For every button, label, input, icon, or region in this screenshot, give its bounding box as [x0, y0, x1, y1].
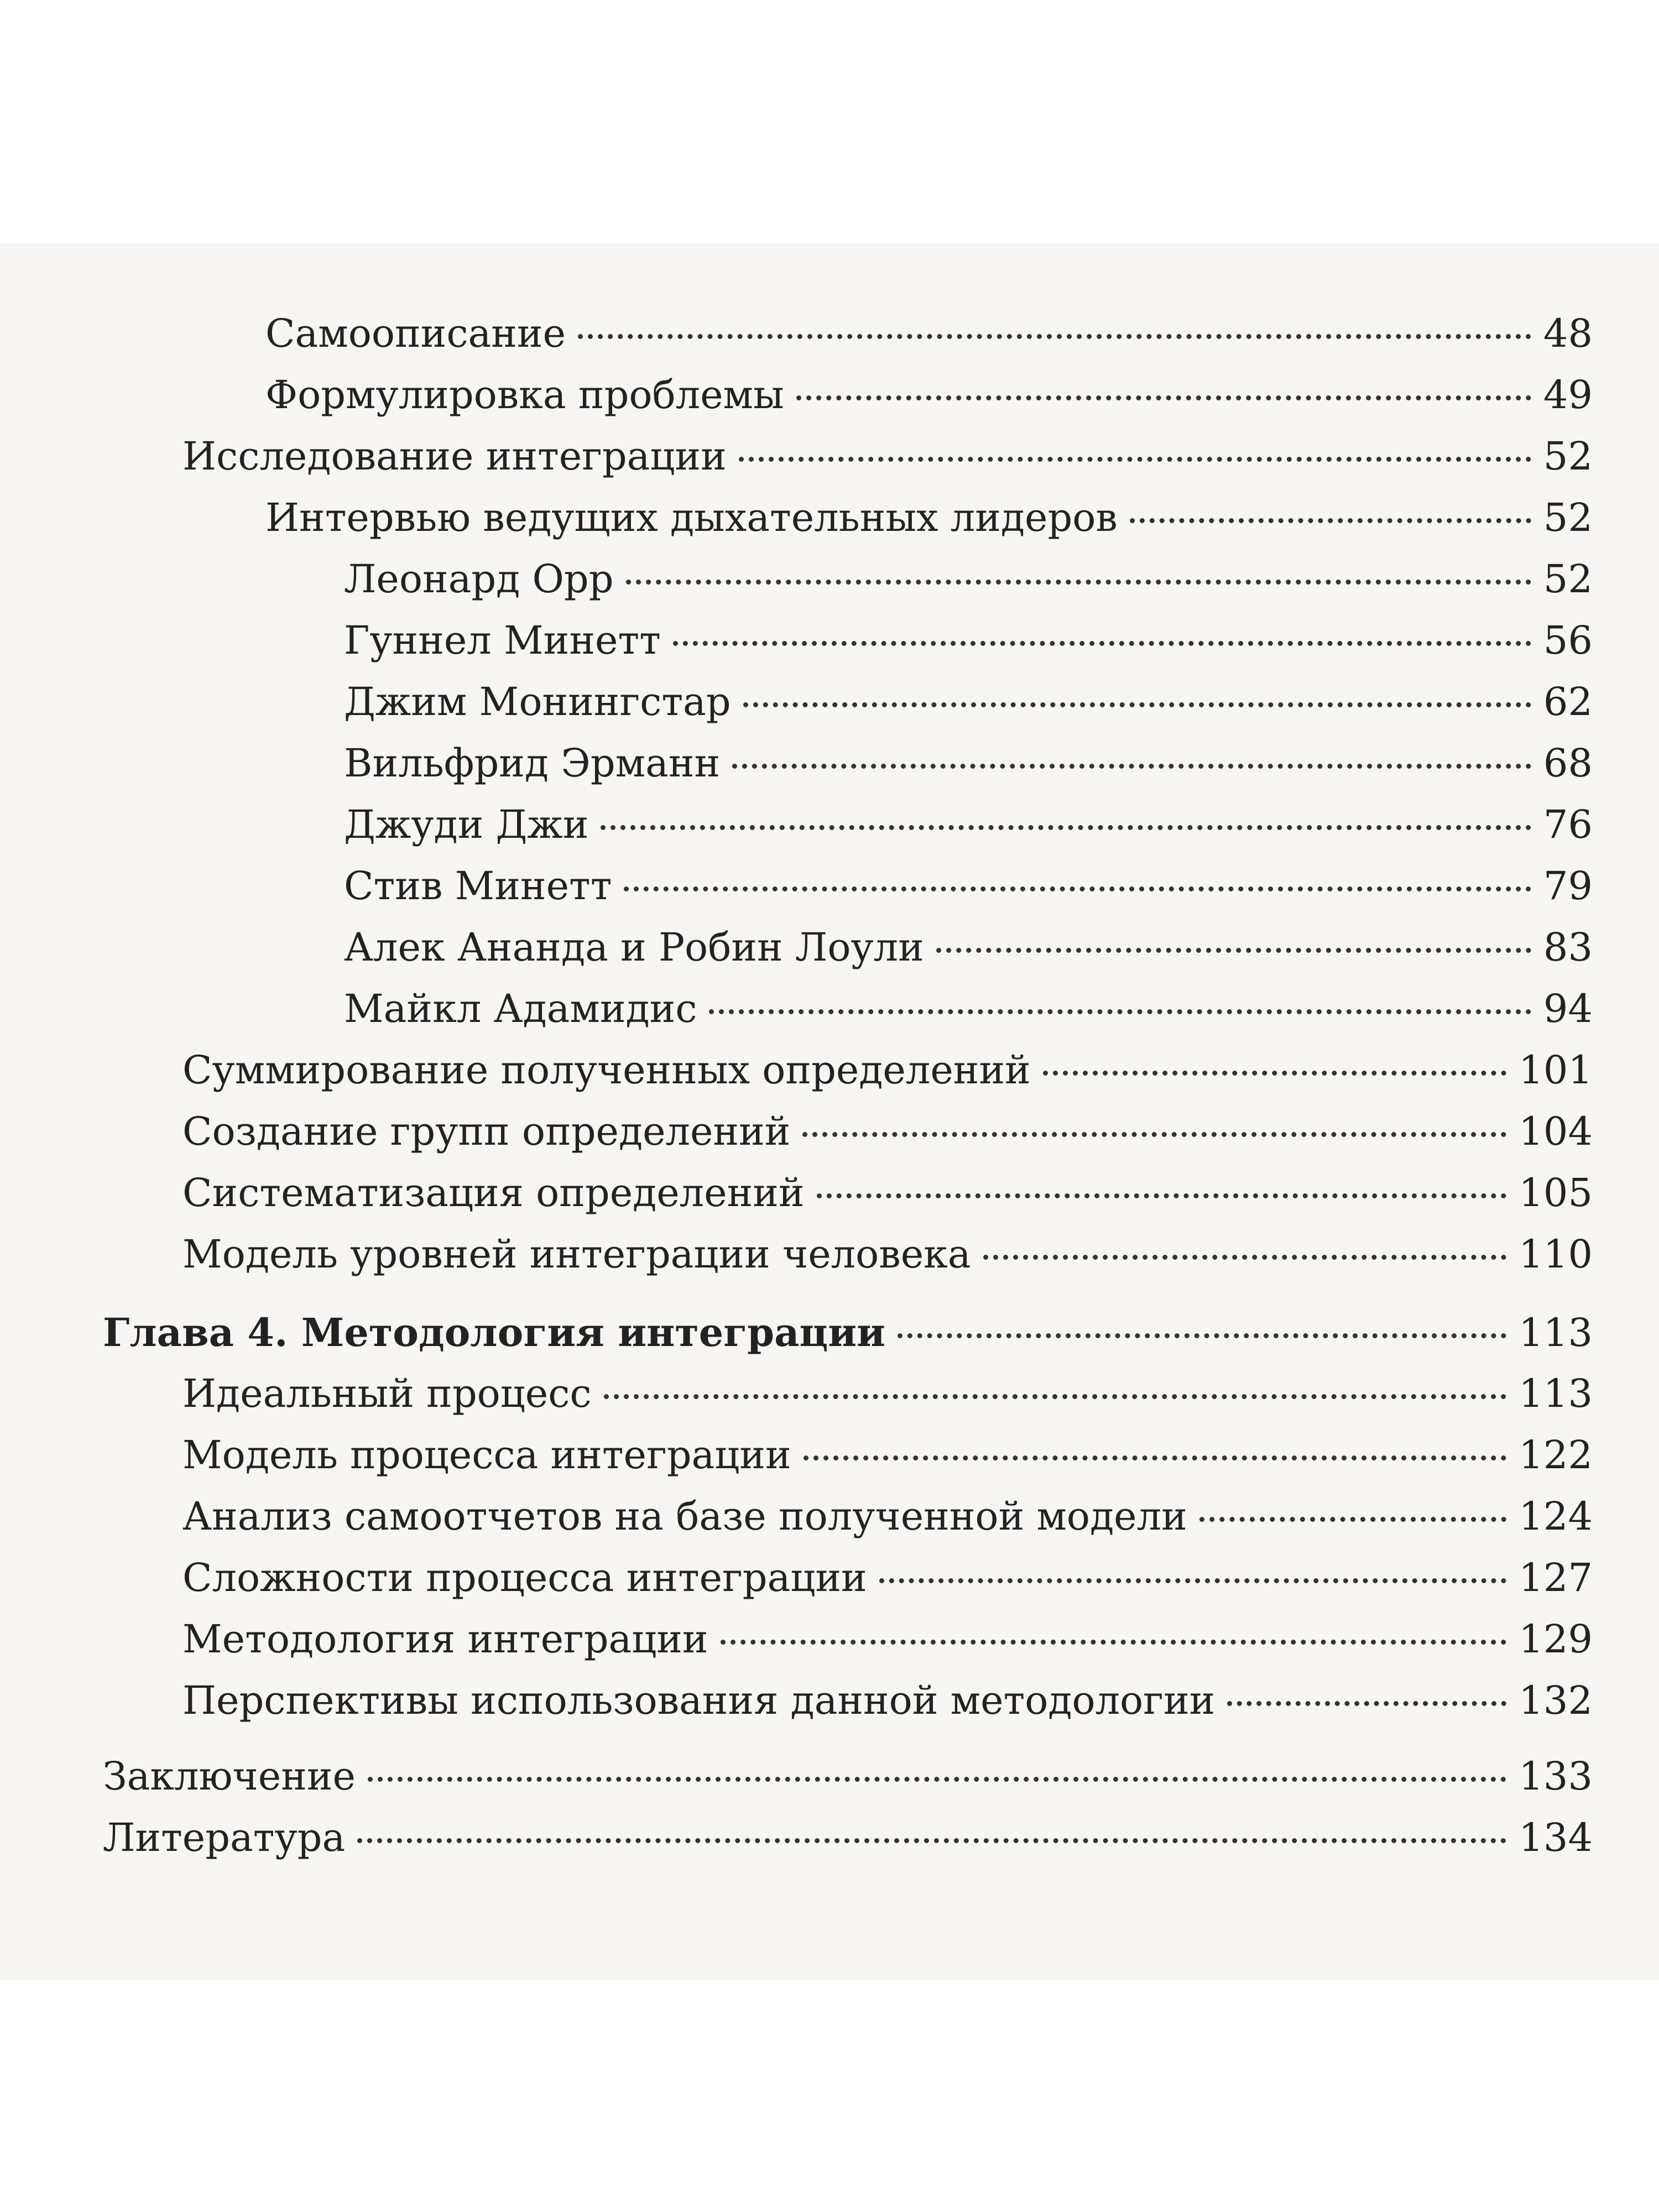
toc-entry-page-number: 113	[1519, 1371, 1593, 1416]
dot-leader	[879, 1578, 1507, 1583]
toc-entry-page-number: 68	[1543, 740, 1593, 786]
toc-entry	[0, 549, 1659, 610]
toc-entry-page-number: 101	[1519, 1047, 1593, 1093]
toc-entry-title: Интервью ведущих дыхательных лидеров	[265, 495, 1118, 540]
dot-leader	[1227, 1701, 1506, 1706]
dot-leader	[357, 1838, 1506, 1843]
dot-leader	[796, 395, 1531, 400]
dot-leader	[983, 1255, 1507, 1260]
toc-entry-page-number: 48	[1543, 311, 1593, 356]
dot-leader	[601, 825, 1531, 830]
dot-leader	[732, 764, 1531, 769]
dot-leader	[817, 1193, 1507, 1198]
toc-entry-title: Леонард Орр	[344, 556, 614, 602]
toc-entry-page-number: 113	[1519, 1310, 1593, 1355]
dot-leader	[721, 1640, 1507, 1645]
toc-entry	[0, 917, 1659, 978]
toc-entry	[0, 1101, 1659, 1162]
toc-entry-title: Джим Монингстар	[344, 679, 731, 724]
toc-chapter-entry	[0, 1302, 1659, 1363]
toc-entry-title: Создание групп определений	[182, 1109, 791, 1154]
dot-leader	[1130, 518, 1531, 523]
dot-leader	[802, 1132, 1506, 1137]
dot-leader	[898, 1333, 1506, 1338]
dot-leader	[368, 1777, 1506, 1782]
toc-entry-title: Суммирование полученных определений	[182, 1047, 1031, 1093]
toc-entry-page-number: 52	[1543, 434, 1593, 479]
toc-entry	[0, 610, 1659, 671]
toc-entry-title: Майкл Адамидис	[344, 986, 697, 1031]
toc-entry-title: Гуннел Минетт	[344, 618, 661, 663]
table-of-contents	[0, 303, 1659, 1869]
toc-entry-page-number: 52	[1543, 495, 1593, 540]
toc-entry	[0, 1746, 1659, 1807]
toc-entry-title: Заключение	[103, 1754, 356, 1799]
dot-leader	[673, 641, 1531, 646]
toc-entry-page-number: 94	[1543, 986, 1593, 1031]
toc-entry-title: Стив Минетт	[344, 863, 612, 909]
toc-entry-page-number: 124	[1519, 1494, 1593, 1539]
toc-entry-title: Самоописание	[265, 311, 566, 356]
toc-entry	[0, 978, 1659, 1040]
toc-entry-title: Идеальный процесс	[182, 1371, 592, 1416]
toc-entry-page-number: 133	[1519, 1754, 1593, 1799]
toc-entry	[0, 1425, 1659, 1486]
toc-entry-title: Исследование интеграции	[182, 434, 727, 479]
dot-leader	[1199, 1517, 1507, 1522]
toc-entry	[0, 671, 1659, 733]
toc-entry-page-number: 79	[1543, 863, 1593, 909]
toc-entry	[0, 1547, 1659, 1609]
dot-leader	[709, 1009, 1531, 1014]
toc-entry-page-number: 49	[1543, 372, 1593, 418]
dot-leader	[739, 457, 1531, 462]
dot-leader	[804, 1455, 1507, 1460]
dot-leader	[936, 948, 1531, 953]
toc-entry	[0, 364, 1659, 426]
toc-entry-page-number: 127	[1519, 1555, 1593, 1600]
toc-entry	[0, 1162, 1659, 1224]
toc-entry-page-number: 56	[1543, 618, 1593, 663]
toc-entry-title: Сложности процесса интеграции	[182, 1555, 867, 1600]
toc-entry-title: Вильфрид Эрманн	[344, 740, 721, 786]
toc-entry-title: Джуди Джи	[344, 802, 589, 847]
toc-entry	[0, 426, 1659, 487]
toc-entry	[0, 1670, 1659, 1731]
toc-entry-page-number: 122	[1519, 1432, 1593, 1478]
toc-entry-title: Систематизация определений	[182, 1170, 805, 1215]
toc-entry-title: Глава 4. Методология интеграции	[103, 1310, 886, 1355]
toc-entry	[0, 733, 1659, 794]
toc-entry-title: Анализ самоотчетов на базе полученной модели	[182, 1494, 1187, 1539]
toc-entry-page-number: 134	[1519, 1815, 1593, 1860]
toc-entry	[0, 1224, 1659, 1285]
toc-entry-title: Формулировка проблемы	[265, 372, 784, 418]
toc-entry-page-number: 132	[1519, 1678, 1593, 1723]
toc-entry-page-number: 76	[1543, 802, 1593, 847]
toc-entry	[0, 1363, 1659, 1425]
toc-entry	[0, 855, 1659, 917]
toc-entry	[0, 1486, 1659, 1547]
dot-leader	[626, 580, 1531, 585]
toc-entry-page-number: 129	[1519, 1616, 1593, 1662]
toc-entry-title: Методология интеграции	[182, 1616, 708, 1662]
dot-leader	[743, 702, 1531, 707]
toc-entry-title: Модель процесса интеграции	[182, 1432, 791, 1478]
toc-entry-title: Литература	[103, 1815, 346, 1860]
toc-entry	[0, 303, 1659, 364]
toc-entry	[0, 487, 1659, 549]
toc-entry-title: Модель уровней интеграции человека	[182, 1232, 971, 1277]
toc-entry-page-number: 62	[1543, 679, 1593, 724]
toc-entry-page-number: 83	[1543, 925, 1593, 970]
toc-entry	[0, 1609, 1659, 1670]
dot-leader	[624, 886, 1531, 891]
toc-entry-page-number: 105	[1519, 1170, 1593, 1215]
toc-entry-page-number: 52	[1543, 556, 1593, 602]
toc-entry	[0, 1807, 1659, 1869]
dot-leader	[1043, 1071, 1507, 1076]
toc-entry	[0, 794, 1659, 855]
toc-entry-page-number: 110	[1519, 1232, 1593, 1277]
dot-leader	[604, 1394, 1507, 1399]
dot-leader	[578, 334, 1531, 339]
toc-entry-title: Алек Ананда и Робин Лоули	[344, 925, 924, 970]
toc-entry-page-number: 104	[1519, 1109, 1593, 1154]
toc-entry	[0, 1040, 1659, 1101]
toc-entry-title: Перспективы использования данной методологии	[182, 1678, 1215, 1723]
